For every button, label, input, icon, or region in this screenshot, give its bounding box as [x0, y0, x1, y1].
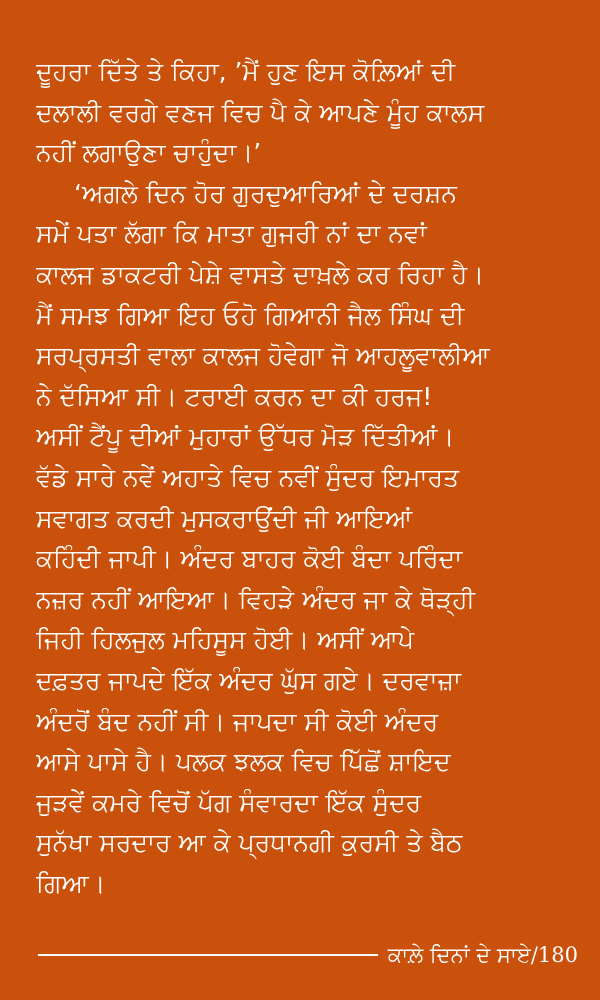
text-line: ਜੁੜਵੇਂ ਕਮਰੇ ਵਿਚੋਂ ਪੱਗ ਸੰਵਾਰਦਾ ਇੱਕ ਸੁੰਦਰ — [36, 787, 422, 817]
text-line: ਵੱਡੇ ਸਾਰੇ ਨਵੇਂ ਅਹਾਤੇ ਵਿਚ ਨਵੀਂ ਸੁੰਦਰ ਇਮਾਰਤ — [36, 462, 459, 492]
text-line: ਨਜ਼ਰ ਨਹੀਂ ਆਇਆ। ਵਿਹੜੇ ਅੰਦਰ ਜਾ ਕੇ ਥੋੜ੍ਹੀ — [36, 584, 476, 614]
text-line: ਆਸੇ ਪਾਸੇ ਹੈ। ਪਲਕ ਝਲਕ ਵਿਚ ਪਿੱਛੋਂ ਸ਼ਾਇਦ — [36, 747, 451, 777]
running-footer-title: ਕਾਲ਼ੇ ਦਿਨਾਂ ਦੇ ਸਾਏ/180 — [387, 942, 578, 967]
text-line: ਗਿਆ। — [36, 868, 106, 898]
text-line: ਸਵਾਗਤ ਕਰਦੀ ਮੁਸਕਰਾਉਂਦੀ ਜੀ ਆਇਆਂ — [36, 503, 413, 533]
text-line: ਸਰਪ੍ਰਸਤੀ ਵਾਲਾ ਕਾਲਜ ਹੋਵੇਗਾ ਜੋ ਆਹਲੂਵਾਲੀਆ — [36, 341, 490, 371]
text-line: ‘ਅਗਲੇ ਦਿਨ ਹੋਰ ਗੁਰਦੁਆਰਿਆਂ ਦੇ ਦਰਸ਼ਨ — [74, 178, 457, 208]
text-line: ਨੇ ਦੱਸਿਆ ਸੀ। ਟਰਾਈ ਕਰਨ ਦਾ ਕੀ ਹਰਜ! — [36, 381, 433, 411]
text-line: ਜਿਹੀ ਹਿਲਜੁਲ ਮਹਿਸੂਸ ਹੋਈ। ਅਸੀਂ ਆਪੇ — [36, 625, 415, 655]
text-line: ਦਲਾਲੀ ਵਰਗੇ ਵਣਜ ਵਿਚ ਪੈ ਕੇ ਆਪਣੇ ਮੂੰਹ ਕਾਲਸ — [36, 97, 485, 127]
text-line: ਸਮੇਂ ਪਤਾ ਲੱਗਾ ਕਿ ਮਾਤਾ ਗੁਜਰੀ ਨਾਂ ਦਾ ਨਵਾਂ — [36, 219, 427, 249]
text-line: ਕਹਿੰਦੀ ਜਾਪੀ। ਅੰਦਰ ਬਾਹਰ ਕੋਈ ਬੰਦਾ ਪਰਿੰਦਾ — [36, 544, 463, 574]
text-line: ਮੈਂ ਸਮਝ ਗਿਆ ਇਹ ਓਹੋ ਗਿਆਨੀ ਜੈਲ ਸਿੰਘ ਦੀ — [36, 300, 465, 330]
text-line: ਦੂਹਰਾ ਦਿੱਤੇ ਤੇ ਕਿਹਾ, ’ਮੈਂ ਹੁਣ ਇਸ ਕੋਲ਼ਿਆਂ ਦੀ — [36, 57, 456, 86]
text-line: ਨਹੀਂ ਲਗਾਉਣਾ ਚਾਹੁੰਦਾ।’ — [36, 138, 262, 168]
footer-rule — [38, 954, 378, 956]
text-line — [36, 904, 576, 945]
text-line: ਅਸੀਂ ਟੈਂਪੂ ਦੀਆਂ ਮੁਹਾਰਾਂ ਉੱਧਰ ਮੋੜ ਦਿੱਤੀਆਂ। — [36, 422, 455, 452]
text-line: ਅੰਦਰੋਂ ਬੰਦ ਨਹੀਂ ਸੀ। ਜਾਪਦਾ ਸੀ ਕੋਈ ਅੰਦਰ — [36, 706, 439, 736]
text-line: ਕਾਲਜ ਡਾਕਟਰੀ ਪੇਸ਼ੇ ਵਾਸਤੇ ਦਾਖ਼ਲੇ ਕਰ ਰਿਹਾ ਹੈ। — [36, 259, 485, 289]
text-line: ਸੁਨੱਖਾ ਸਰਦਾਰ ਆ ਕੇ ਪ੍ਰਧਾਨਗੀ ਕੁਰਸੀ ਤੇ ਬੈਠ — [36, 828, 463, 858]
body-text — [36, 52, 576, 945]
text-line: ਦਫ਼ਤਰ ਜਾਪਦੇ ਇੱਕ ਅੰਦਰ ਘੁੱਸ ਗਏ। ਦਰਵਾਜ਼ਾ — [36, 665, 462, 695]
page-footer — [38, 940, 578, 970]
